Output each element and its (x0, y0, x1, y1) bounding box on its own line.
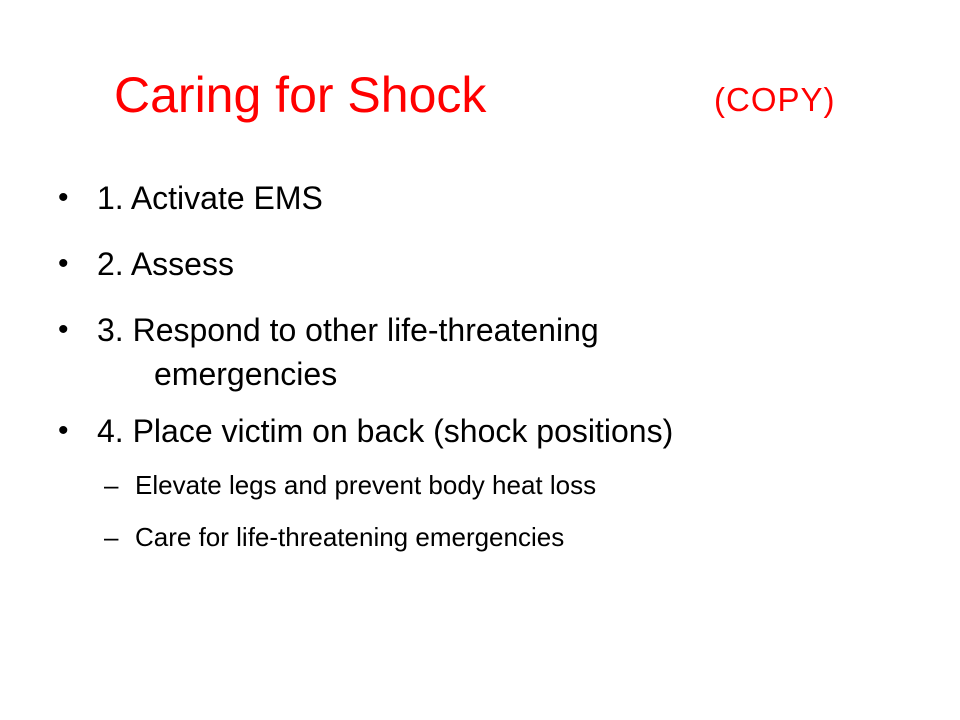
bullet-item-activate-ems (58, 176, 918, 220)
bullet-text: 2. Assess (97, 246, 234, 282)
bullet-text: 1. Activate EMS (97, 180, 323, 216)
bullet-dot-icon: • (58, 313, 69, 346)
dash-icon: – (104, 470, 119, 500)
bullet-dot-icon: • (58, 247, 69, 280)
bullet-dot-icon: • (58, 181, 69, 214)
bullet-item-place-victim (58, 409, 918, 453)
bullet-item-respond (58, 308, 918, 396)
bullet-dot-icon: • (58, 414, 69, 447)
bullet-item-assess (58, 242, 918, 286)
bullet-text: 3. Respond to other life-threatening (97, 312, 599, 348)
bullet-list (58, 176, 918, 570)
bullet-text-continuation: emergencies (154, 356, 338, 392)
sub-bullet-text: Elevate legs and prevent body heat loss (135, 470, 597, 500)
title-copy-tag: (COPY) (714, 81, 836, 118)
sub-bullet-care (58, 518, 918, 556)
slide-title (114, 62, 836, 128)
title-text: Caring for Shock (114, 67, 487, 123)
bullet-text: 4. Place victim on back (shock positions) (97, 413, 674, 449)
dash-icon: – (104, 522, 119, 552)
sub-bullet-text: Care for life-threatening emergencies (135, 522, 565, 552)
sub-bullet-elevate-legs (58, 466, 918, 504)
